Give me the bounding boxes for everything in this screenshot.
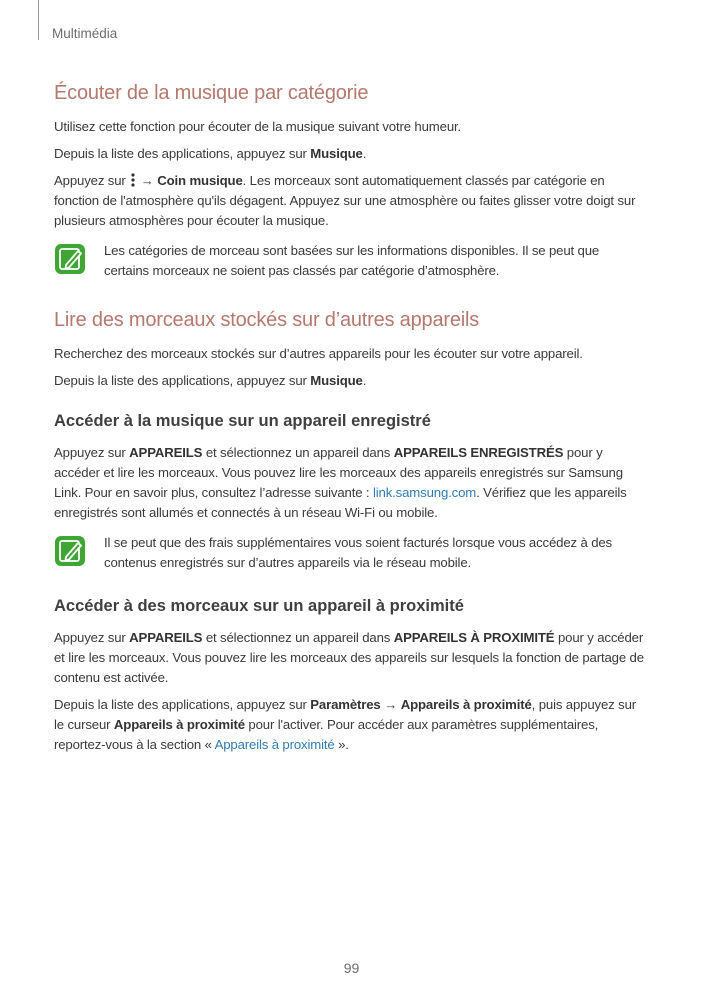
text: pour y accéder et lire les morceaux. Vous pouvez lire les morceaux des appareils sur lesquels la fonction de partage de contenu est activée.	[54, 630, 644, 685]
subsection-title-registered-device: Accéder à la musique sur un appareil enregistré	[54, 412, 431, 430]
text: Appuyez sur	[54, 445, 130, 460]
text: .	[362, 146, 367, 161]
bold-term: Musique	[310, 146, 363, 161]
bold-term: APPAREILS	[129, 630, 203, 645]
section-title-music-by-category: Écouter de la musique par catégorie	[54, 82, 369, 104]
text: pour y accéder et lire les morceaux. Vous pouvez lire les morceaux des appareils enregistrés sur Samsung Link. Pour en savoir plus, consultez l’adresse suivante :	[54, 445, 623, 500]
arrow: →	[137, 173, 158, 188]
page-content	[54, 82, 646, 762]
running-header: Multimédia	[52, 26, 118, 41]
text: pour l'activer. Pour accéder aux paramètres supplémentaires, reportez-vous à la section «	[54, 717, 599, 752]
text: Depuis la liste des applications, appuyez sur	[54, 373, 311, 388]
section-title-other-devices: Lire des morceaux stockés sur d’autres appareils	[54, 309, 480, 331]
paragraph	[54, 695, 646, 755]
note-pencil-icon	[54, 243, 86, 275]
margin-rule	[38, 0, 39, 40]
paragraph	[54, 628, 646, 688]
bold-term: APPAREILS ENREGISTRÉS	[393, 445, 564, 460]
paragraph	[54, 344, 646, 364]
bold-term: Musique	[310, 373, 363, 388]
bold-term: APPAREILS	[129, 445, 203, 460]
page-number: 99	[343, 960, 360, 976]
paragraph	[54, 144, 646, 164]
text: .	[362, 373, 367, 388]
paragraph-text: Utilisez cette fonction pour écouter de la musique suivant votre humeur.	[54, 119, 462, 134]
subsection-title-nearby-device: Accéder à des morceaux sur un appareil à proximité	[54, 597, 464, 615]
more-options-icon	[131, 173, 135, 187]
note-box	[54, 241, 646, 281]
bold-term: Coin musique	[157, 173, 243, 188]
bold-term: Appareils à proximité	[400, 697, 532, 712]
text: Depuis la liste des applications, appuyez sur	[54, 697, 311, 712]
note-text: Il se peut que des frais supplémentaires vous soient facturés lorsque vous accédez à des contenus enregistrés sur d’autres appareils via le réseau mobile.	[104, 535, 613, 570]
paragraph	[54, 171, 646, 231]
samsung-link[interactable]: link.samsung.com	[372, 485, 477, 500]
text: ».	[334, 737, 349, 752]
text: Depuis la liste des applications, appuyez sur	[54, 146, 311, 161]
note-pencil-icon	[54, 535, 86, 567]
text: Appuyez sur	[54, 630, 130, 645]
arrow: →	[380, 697, 401, 712]
bold-term: APPAREILS À PROXIMITÉ	[393, 630, 555, 645]
text: , puis appuyez sur le curseur	[54, 697, 636, 732]
paragraph	[54, 443, 646, 523]
text: . Vérifiez que les appareils enregistrés sont allumés et connectés à un réseau Wi-Fi ou mobile.	[54, 485, 627, 520]
paragraph-text: Recherchez des morceaux stockés sur d’autres appareils pour les écouter sur votre appareil.	[54, 346, 583, 361]
text: . Les morceaux sont automatiquement classés par catégorie en fonction de l'atmosphère qu'ils dégagent. Appuyez sur une atmosphère ou faites glisser votre doigt sur plusieurs atmosphères pour écouter la musique.	[54, 173, 636, 228]
note-box	[54, 533, 646, 573]
paragraph	[54, 117, 646, 137]
bold-term: Appareils à proximité	[113, 717, 245, 732]
nearby-devices-link[interactable]: Appareils à proximité	[214, 737, 335, 752]
note-text: Les catégories de morceau sont basées sur les informations disponibles. Il se peut que certains morceaux ne soient pas classés par catégorie d’atmosphère.	[104, 243, 600, 278]
bold-term: Paramètres	[310, 697, 381, 712]
text: et sélectionnez un appareil dans	[202, 630, 394, 645]
text: et sélectionnez un appareil dans	[202, 445, 394, 460]
text: Appuyez sur	[54, 173, 130, 188]
paragraph	[54, 371, 646, 391]
